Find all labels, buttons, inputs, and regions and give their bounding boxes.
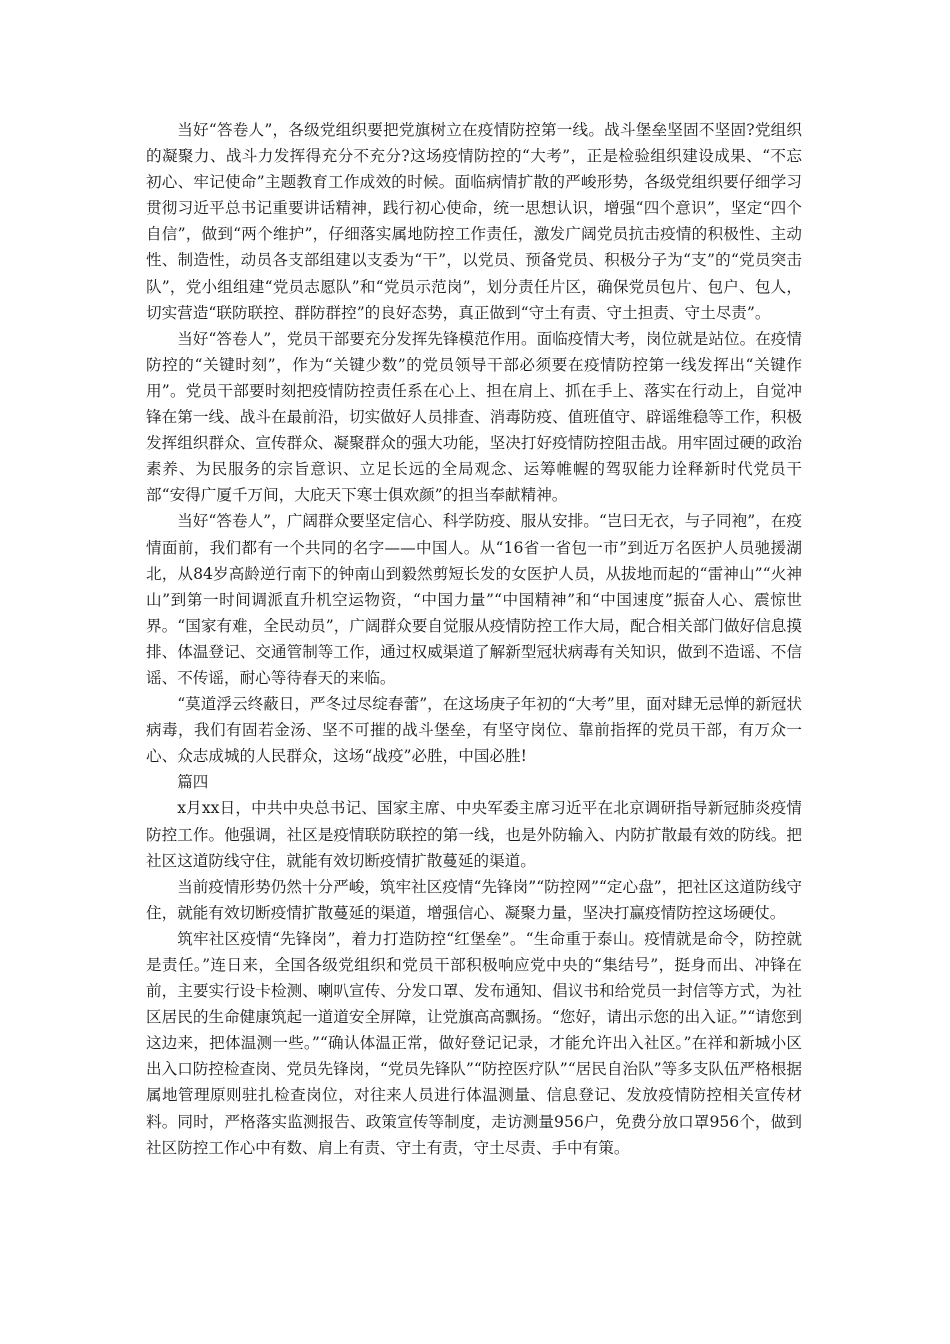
paragraph-conclusion: “莫道浮云终蔽日，严冬过尽绽春蕾”，在这场庚子年初的“大考”里，面对肆无忌惮的新冠状病毒，我们有固若金汤、坚不可摧的战斗堡垒，有坚守岗位、靠前指挥的党员干部，有万众一心、众志成城的人民群众，这场“战疫”必胜，中国必胜! [146, 695, 802, 766]
paragraph-party-organizations: 当好“答卷人”，各级党组织要把党旗树立在疫情防控第一线。战斗堡垒坚固不坚固?党组织的凝聚力、战斗力发挥得充分不充分?这场疫情防控的“大考”，正是检验组织建设成果、“不忘初心、牢记使命”主题教育工作成效的时候。面临病情扩散的严峻形势，各级党组织要仔细学习贯彻习近平总书记重要讲话精神，践行初心使命，统一思想认识，增强“四个意识”，坚定“四个自信”，做到“两个维护”，仔细落实属地防控工作责任，激发广阔党员抗击疫情的积极性、主动性、制造性，动员各支部组建以支委为“干”，以党员、预备党员、积极分子为“支”的“党员突击队”，党小组组建“党员志愿队”和“党员示范岗”，划分责任片区，确保党员包片、包户、包人，切实营造“联防联控、群防群控”的良好态势，真正做到“守土有责、守土担责、守土尽责”。 [146, 121, 802, 322]
paragraph-vanguard-post: 筑牢社区疫情“先锋岗”，着力打造防控“红堡垒”。“生命重于泰山。疫情就是命令，防控就是责任。”连日来，全国各级党组织和党员干部积极响应党中央的“集结号”，挺身而出、冲锋在前，主要实行设卡检测、喇叭宣传、分发口罩、发布通知、倡议书和给党员一封信等方式，为社区居民的生命健康筑起一道道安全屏障，让党旗高高飘扬。“您好，请出示您的出入证。”“请您到这边来，把体温测一些。”“确认体温正常，做好登记记录，才能允许出入社区。”在祥和新城小区出入口防控检查岗、党员先锋岗，“党员先锋队”“防控医疗队”“居民自治队”等多支队伍严格根据属地管理原则驻扎检查岗位，对往来人员进行体温测量、信息登记、发放疫情防控相关宣传材料。同时，严格落实监测报告、政策宣传等制度，走访测量956户，免费分放口罩956个，做到社区防控工作心中有数、肩上有责、守土有责，守土尽责、手中有策。 [146, 929, 802, 1157]
paragraph-community-defense: x月xx日，中共中央总书记、国家主席、中央军委主席习近平在北京调研指导新冠肺炎疫情防控工作。他强调，社区是疫情联防联控的第一线，也是外防输入、内防扩散最有效的防线。把社区这道防线守住，就能有效切断疫情扩散蔓延的渠道。 [146, 799, 802, 870]
section-heading: 篇四 [177, 773, 209, 792]
paragraph-current-situation: 当前疫情形势仍然十分严峻，筑牢社区疫情“先锋岗”“防控网”“定心盘”，把社区这道防线守住，就能有效切断疫情扩散蔓延的渠道，增强信心、凝聚力量，坚决打赢疫情防控这场硬仗。 [146, 877, 802, 922]
paragraph-party-cadres: 当好“答卷人”，党员干部要充分发挥先锋模范作用。面临疫情大考，岗位就是站位。在疫情防控的“关键时刻”，作为“关键少数”的党员领导干部必须要在疫情防控第一线发挥出“关键作用”。党员干部要时刻把疫情防控责任系在心上、担在肩上、抓在手上、落实在行动上，自觉冲锋在第一线、战斗在最前沿，切实做好人员排查、消毒防疫、值班值守、辟谣维稳等工作，积极发挥组织群众、宣传群众、凝聚群众的强大功能，坚决打好疫情防控阻击战。用牢固过硬的政治素养、为民服务的宗旨意识、立足长远的全局观念、运筹帷幄的驾驭能力诠释新时代党员干部“安得广厦千万间，大庇天下寒士俱欢颜”的担当奉献精神。 [146, 329, 802, 505]
document-page [146, 117, 802, 1161]
paragraph-the-masses: 当好“答卷人”，广阔群众要坚定信心、科学防疫、服从安排。“岂曰无衣，与子同袍”，在疫情面前，我们都有一个共同的名字——中国人。从“16省一省包一市”到近万名医护人员驰援湖北，从84岁高龄逆行南下的钟南山到毅然剪短长发的女医护人员，从拔地而起的“雷神山”“火神山”到第一时间调派直升机空运物资，“中国力量”“中国精神”和“中国速度”振奋人心、震惊世界。“国家有难，全民动员”，广阔群众要自觉服从疫情防控工作大局，配合相关部门做好信息摸排、体温登记、交通管制等工作，通过权威渠道了解新型冠状病毒有关知识，做到不造谣、不信谣、不传谣，耐心等待春天的来临。 [146, 512, 802, 687]
